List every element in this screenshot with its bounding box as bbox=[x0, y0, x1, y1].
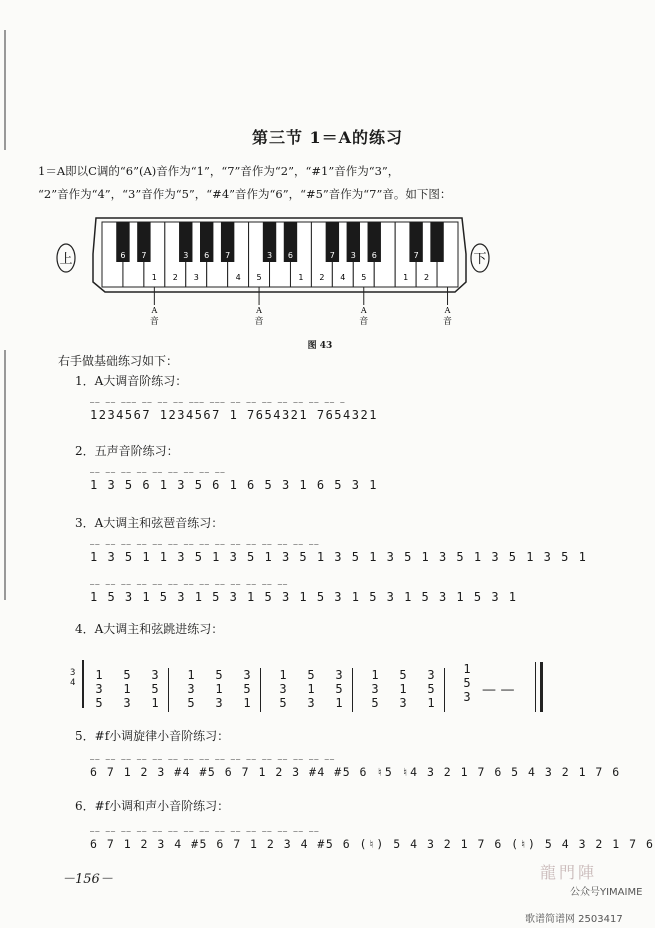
chord-note: 3 bbox=[215, 696, 223, 710]
exercise-6-notes: 6 7 1 2 3 4 #5 6 7 1 2 3 4 #5 6 (♮) 5 4 3 2 1 7 6 (♮) 5 4 3 2 1 7 6 bbox=[90, 837, 655, 851]
chord-column bbox=[148, 668, 162, 710]
black-key-number: 7 bbox=[141, 251, 147, 260]
chord-note: 5 bbox=[215, 668, 223, 682]
black-key-number: 7 bbox=[225, 251, 231, 260]
watermark-url: 公众号YIMAIME bbox=[570, 887, 643, 898]
white-key-number: 4 bbox=[340, 273, 346, 282]
exercise-1-title: 1．A大调音阶练习： bbox=[75, 374, 188, 388]
exercise-1-marks: –– –– ––– –– –– –– ––– ––– –– –– –– –– –– –– –– – bbox=[90, 398, 346, 406]
chord-note: 3 bbox=[371, 682, 379, 696]
chord-note: 1 bbox=[95, 668, 103, 682]
chord-note: 1 bbox=[307, 682, 315, 696]
chord-note: 1 bbox=[427, 696, 435, 710]
white-key-number: 1 bbox=[151, 273, 157, 282]
final-barline bbox=[535, 662, 543, 712]
barline bbox=[352, 668, 353, 712]
chord-note: 3 bbox=[95, 682, 103, 696]
black-key-number: 3 bbox=[183, 251, 189, 260]
exercise-5-notes: 6 7 1 2 3 #4 #5 6 7 1 2 3 #4 #5 6 ♮5 ♮4 3 2 1 7 6 5 4 3 2 1 7 6 bbox=[90, 765, 621, 779]
white-key-number: 2 bbox=[319, 273, 325, 282]
chord-note: 3 bbox=[399, 696, 407, 710]
chord-column bbox=[120, 668, 134, 710]
chord-note: 5 bbox=[427, 682, 435, 696]
chord-note: 1 bbox=[123, 682, 131, 696]
exercise-2-notes: 1 3 5 6 1 3 5 6 1 6 5 3 1 6 5 3 1 bbox=[90, 478, 378, 492]
barline bbox=[260, 668, 261, 712]
chord-note: 5 bbox=[123, 668, 131, 682]
black-key-number: 3 bbox=[350, 251, 356, 260]
chord-note: 3 bbox=[187, 682, 195, 696]
keys bbox=[102, 222, 458, 287]
intro-line-1: 1＝A即以C调的“6”(A)音作为“1”，“7”音作为“2”，“#1”音作为“3”， bbox=[38, 164, 400, 178]
chord-column bbox=[396, 668, 410, 710]
chord-note: 1 bbox=[187, 668, 195, 682]
chord-note: 1 bbox=[335, 696, 343, 710]
chord-column bbox=[368, 668, 382, 710]
chord-note: 3 bbox=[307, 696, 315, 710]
watermark-logo: 龍門陣 bbox=[540, 863, 598, 882]
ending-chord bbox=[460, 662, 474, 704]
exercise-4-title: 4．A大调主和弦跳进练习： bbox=[75, 622, 224, 636]
chord-note: 1 bbox=[279, 668, 287, 682]
exercise-3-title: 3．A大调主和弦琶音练习： bbox=[75, 516, 224, 530]
exercise-3-marks-2: –– –– –– –– –– –– –– –– –– –– –– –– –– bbox=[90, 580, 289, 588]
exercise-5-marks: –– –– –– –– –– –– –– –– –– –– –– –– –– –– –– –– bbox=[90, 755, 336, 763]
white-key-number: 1 bbox=[298, 273, 304, 282]
marker-label-bottom: 音 bbox=[149, 317, 159, 327]
chord-note: 1 bbox=[463, 662, 471, 676]
marker-label-top: A bbox=[444, 306, 451, 315]
chord-column bbox=[92, 668, 106, 710]
chord-column bbox=[212, 668, 226, 710]
chord-note: 1 bbox=[371, 668, 379, 682]
watermark-bottom: 歌谱简谱网 2503417 bbox=[525, 914, 623, 925]
exercise-3-notes-2: 1 5 3 1 5 3 1 5 3 1 5 3 1 5 3 1 5 3 1 5 3 1 5 3 1 bbox=[90, 590, 518, 604]
exercise-6-marks: –– –– –– –– –– –– –– –– –– –– –– –– –– –– –– bbox=[90, 827, 320, 835]
marker-label-top: A bbox=[151, 306, 158, 315]
page-number: －156－ bbox=[62, 872, 113, 887]
figure-caption: 图 43 bbox=[307, 341, 333, 351]
chord-column bbox=[184, 668, 198, 710]
black-key bbox=[430, 222, 443, 262]
black-key-number: 3 bbox=[266, 251, 273, 260]
marker-label-top: A bbox=[360, 306, 367, 315]
exercise-1-notes: 1234567 1234567 1 7654321 7654321 bbox=[90, 408, 378, 422]
section-title: 第三节 1＝A的练习 bbox=[251, 128, 404, 147]
chord-note: 3 bbox=[123, 696, 131, 710]
chord-note: 5 bbox=[243, 682, 251, 696]
chord-note: 3 bbox=[279, 682, 287, 696]
right-label: 下 bbox=[473, 252, 487, 267]
exercise-3-marks-1: –– –– –– –– –– –– –– –– –– –– –– –– –– –– –– bbox=[90, 540, 320, 548]
exercise-2-title: 2．五声音阶练习： bbox=[75, 444, 179, 458]
keyboard-diagram bbox=[50, 210, 610, 335]
marker-label-top: A bbox=[256, 306, 262, 315]
white-key-number: 5 bbox=[361, 273, 367, 282]
black-key-number: 6 bbox=[120, 251, 126, 260]
barline bbox=[168, 668, 169, 712]
chord-row bbox=[92, 640, 532, 720]
chord-note: 3 bbox=[335, 668, 343, 682]
start-barline bbox=[82, 660, 84, 708]
chord-note: 3 bbox=[427, 668, 435, 682]
chord-column bbox=[424, 668, 438, 710]
white-key-number: 5 bbox=[256, 273, 262, 282]
hold-dashes: — — bbox=[482, 682, 515, 698]
chord-note: 5 bbox=[279, 696, 287, 710]
white-key-number: 3 bbox=[193, 273, 199, 282]
chord-note: 5 bbox=[371, 696, 379, 710]
chord-column bbox=[332, 668, 346, 710]
marker-label-bottom: 音 bbox=[443, 317, 453, 327]
exercise-3-notes-1: 1 3 5 1 1 3 5 1 3 5 1 3 5 1 3 5 1 3 5 1 3 5 1 3 5 1 3 5 1 bbox=[90, 550, 588, 564]
exercise-2-marks: –– –– –– –– –– –– –– –– –– bbox=[90, 468, 226, 476]
exercise-6-title: 6．#f小调和声小音阶练习： bbox=[75, 799, 230, 813]
chord-note: 3 bbox=[151, 668, 159, 682]
chord-column bbox=[276, 668, 290, 710]
chord-column bbox=[304, 668, 318, 710]
marker-label-bottom: 音 bbox=[254, 317, 264, 327]
barline bbox=[444, 668, 445, 712]
chord-note: 3 bbox=[243, 668, 251, 682]
chord-note: 5 bbox=[95, 696, 103, 710]
chord-note: 3 bbox=[463, 690, 471, 704]
white-key-number: 1 bbox=[403, 273, 409, 282]
chord-note: 1 bbox=[215, 682, 223, 696]
black-key-number: 6 bbox=[371, 251, 377, 260]
chord-note: 5 bbox=[187, 696, 195, 710]
chord-note: 5 bbox=[399, 668, 407, 682]
black-key-number: 6 bbox=[287, 251, 294, 260]
intro-line-2: “2”音作为“4”，“3”音作为“5”，“#4”音作为“6”，“#5”音作为“7”音。如下图： bbox=[38, 187, 452, 201]
chord-column bbox=[240, 668, 254, 710]
chord-note: 5 bbox=[307, 668, 315, 682]
chord-note: 5 bbox=[463, 676, 471, 690]
practice-header: 右手做基础练习如下： bbox=[58, 354, 179, 368]
binding-mark bbox=[4, 350, 6, 600]
chord-note: 1 bbox=[151, 696, 159, 710]
chord-note: 5 bbox=[151, 682, 159, 696]
left-label: 上 bbox=[59, 252, 73, 267]
time-signature: 3 4 bbox=[70, 668, 76, 688]
chord-note: 1 bbox=[243, 696, 251, 710]
white-key-number: 2 bbox=[172, 273, 178, 282]
black-key-number: 6 bbox=[204, 251, 210, 260]
white-key-number: 4 bbox=[235, 273, 241, 282]
note-markers bbox=[150, 287, 452, 327]
chord-note: 5 bbox=[335, 682, 343, 696]
white-key-number: 2 bbox=[424, 273, 430, 282]
exercise-5-title: 5．#f小调旋律小音阶练习： bbox=[75, 729, 230, 743]
chord-note: 1 bbox=[399, 682, 407, 696]
marker-label-bottom: 音 bbox=[359, 317, 369, 327]
black-key-number: 7 bbox=[329, 251, 335, 260]
black-key-number: 7 bbox=[413, 251, 419, 260]
